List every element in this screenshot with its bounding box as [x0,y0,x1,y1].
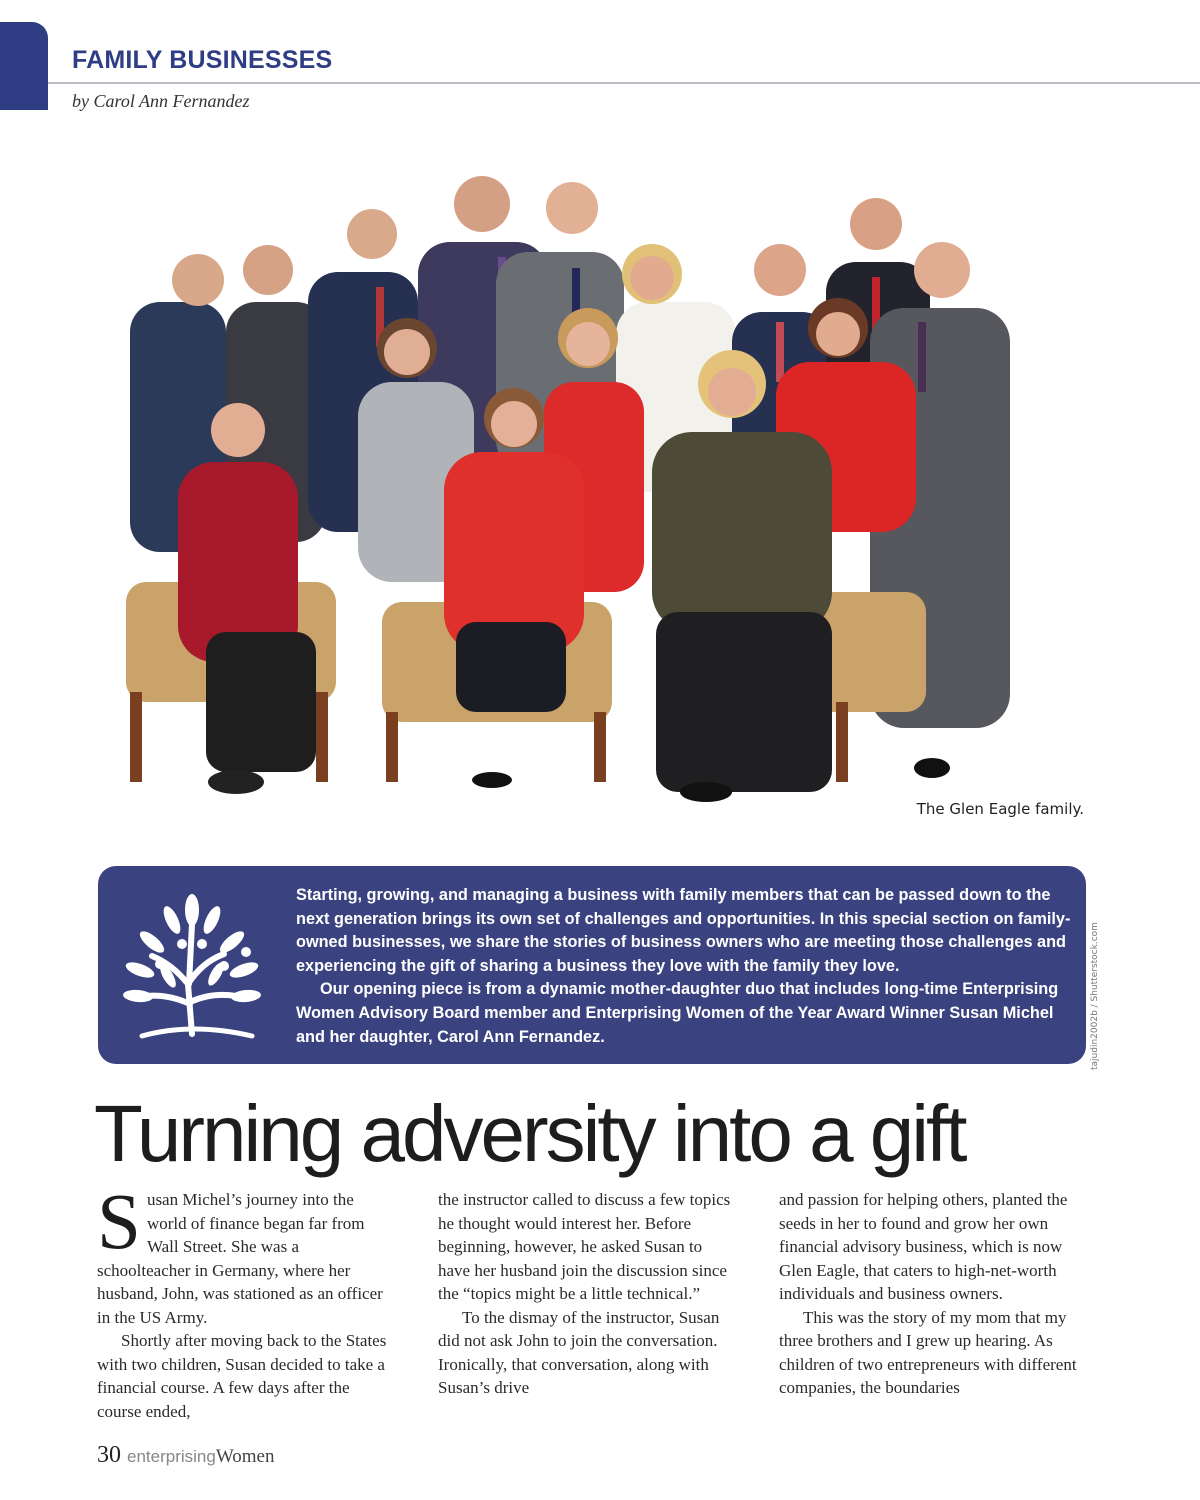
family-photo [96,152,1086,832]
article-paragraph: This was the story of my mom that my three brothers and I grew up hearing. As children of two entrepreneurs with different companies, the boundaries [779,1307,1077,1397]
intro-paragraph: Starting, growing, and managing a business with family members that can be passed down to the next generation brings its own set of challenges and opportunities. In this special section on family-owned businesses, we share the stories of business owners who are meeting those challenges and experiencing the gift of sharing a business they love with the family they love. [296,886,1071,975]
photo-credit: tajudin2002b / Shutterstock.com [1090,922,1100,1070]
article-column [779,1188,1077,1400]
article-paragraph: Susan Michel’s journey into the world of finance began far from Wall Street. She was a schoolteacher in Germany, where her husband, John, was stationed as an officer in the US Army. [97,1179,383,1327]
magazine-name: enterprising [127,1447,216,1466]
intro-box [98,866,1086,1064]
magazine-name-women: Women [215,1446,275,1467]
byline: by Carol Ann Fernandez [72,91,250,111]
header-rule [48,82,1200,84]
section-label: FAMILY BUSINESSES [72,46,333,74]
article-paragraph: and passion for helping others, planted the seeds in her to found and grow her own financial advisory business, which is now Glen Eagle, that caters to high-net-worth individuals and business owners. [779,1190,1068,1303]
tree-icon [112,884,272,1044]
intro-text [296,884,1076,1049]
intro-paragraph: Our opening piece is from a dynamic mother-daughter duo that includes long-time Enterprising Women Advisory Board member and Enterprising Women of the Year Award Winner Susan Michel and her daughter, Carol Ann Fernandez. [296,980,1059,1046]
article-column [97,1179,395,1423]
photo-caption: The Glen Eagle family. [916,800,1084,818]
drop-cap: S [97,1179,141,1266]
article-paragraph: the instructor called to discuss a few topics he thought would interest her. Before beginning, however, he asked Susan to have her husband join the discussion since the “topics might be a little technical.” [438,1190,731,1303]
article-paragraph: To the dismay of the instructor, Susan did not ask John to join the conversation. Ironically, that conversation, along with Susan’s drive [438,1307,720,1397]
article-paragraph: Shortly after moving back to the States with two children, Susan decided to take a financial course. A few days after the course ended, [97,1331,387,1421]
article-headline: Turning adversity into a gift [94,1089,965,1178]
article-column [438,1188,736,1400]
page-footer [97,1442,274,1469]
page-number: 30 [97,1442,121,1468]
section-corner-tab [0,22,48,110]
